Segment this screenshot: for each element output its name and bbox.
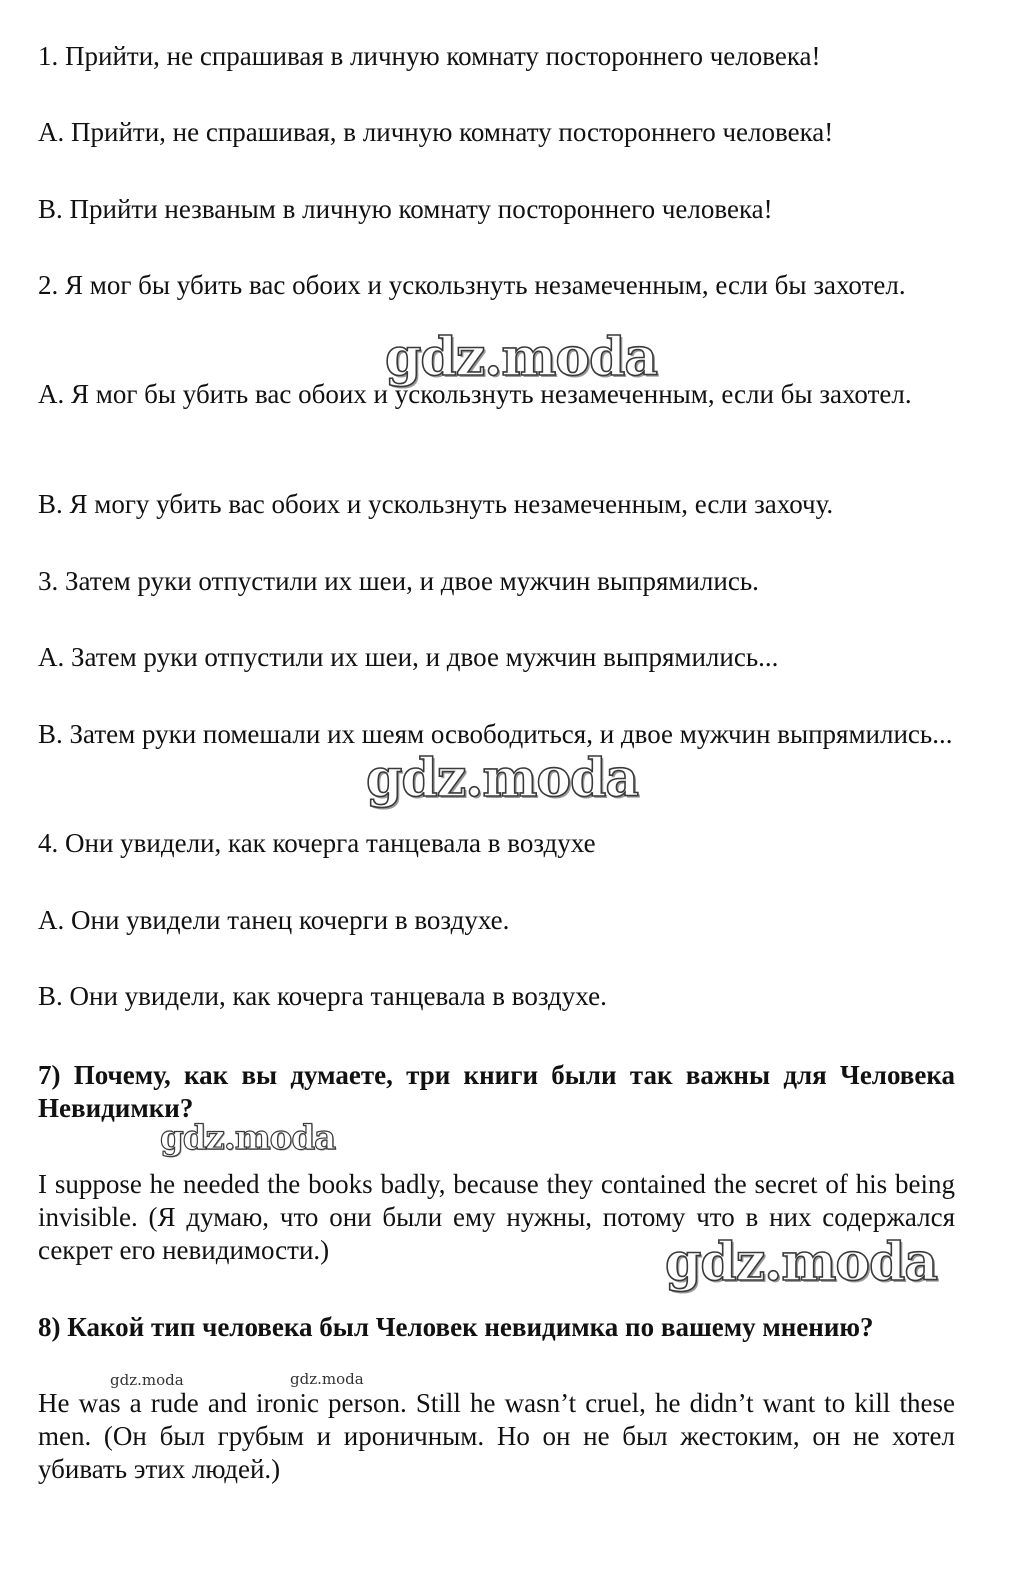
sentence-1: 1. Прийти, не спрашивая в личную комнату постороннего человека! <box>38 41 821 71</box>
watermark-2: gdz.moda <box>366 748 639 809</box>
watermark-1: gdz.moda <box>385 327 658 388</box>
watermark-3: gdz.moda <box>160 1118 336 1158</box>
sentence-4-variant-b: В. Они увидели, как кочерга танцевала в воздухе. <box>38 981 607 1011</box>
question-7-heading: 7) Почему, как вы думаете, три книги были так важны для Человека Невидимки? <box>38 1060 955 1123</box>
sentence-4: 4. Они увидели, как кочерга танцевала в воздухе <box>38 828 596 858</box>
watermark-4: gdz.moda <box>665 1232 938 1293</box>
sentence-1-variant-a: А. Прийти, не спрашивая, в личную комнату постороннего человека! <box>38 117 834 147</box>
question-8-answer: He was a rude and ironic person. Still he wasn’t cruel, he didn’t want to kill these men. (Он был грубым и ироничным. Но он не был жестоким, он не хотел убивать этих людей.) <box>38 1388 955 1484</box>
watermark-6: gdz.moda <box>290 1370 364 1388</box>
sentence-4-variant-a: А. Они увидели танец кочерги в воздухе. <box>38 905 510 935</box>
sentence-3: 3. Затем руки отпустили их шеи, и двое мужчин выпрямились. <box>38 566 759 596</box>
sentence-2-variant-a: А. Я мог бы убить вас обоих и ускользнуть незамеченным, если бы захотел. <box>38 379 912 409</box>
sentence-3-variant-b: В. Затем руки помешали их шеям освободиться, и двое мужчин выпрямились... <box>38 719 953 749</box>
watermark-5: gdz.moda <box>110 1371 184 1389</box>
question-7-answer: I suppose he needed the books badly, because they contained the secret of his being invisible. (Я думаю, что они были ему нужны, потому что в них содержался секрет его невидимости.) <box>38 1169 955 1265</box>
sentence-2: 2. Я мог бы убить вас обоих и ускользнуть незамеченным, если бы захотел. <box>38 270 906 300</box>
sentence-2-variant-b: В. Я могу убить вас обоих и ускользнуть незамеченным, если захочу. <box>38 489 834 519</box>
sentence-3-variant-a: А. Затем руки отпустили их шеи, и двое мужчин выпрямились... <box>38 642 779 672</box>
question-8-heading: 8) Какой тип человека был Человек невидимка по вашему мнению? <box>38 1312 874 1342</box>
sentence-1-variant-b: В. Прийти незваным в личную комнату постороннего человека! <box>38 194 773 224</box>
